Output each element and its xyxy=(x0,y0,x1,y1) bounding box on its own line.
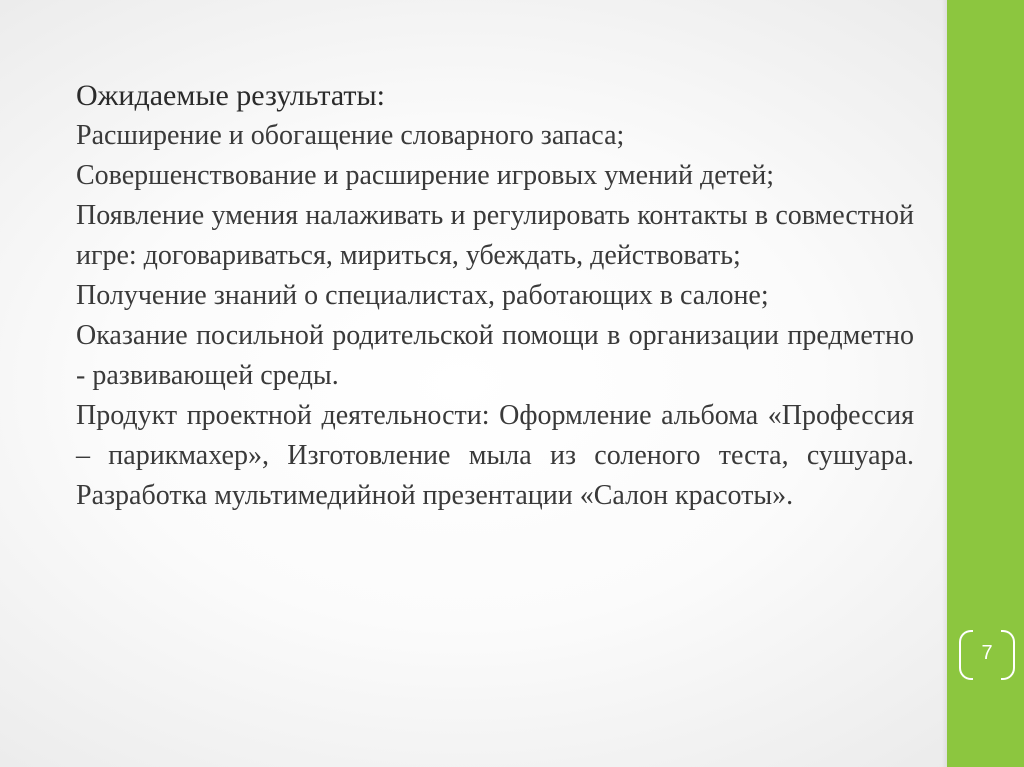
right-brace-icon xyxy=(1001,630,1015,680)
result-item-contacts: Появление умения налаживать и регулировать контакты в совместной игре: договариваться, мириться, убеждать, действовать; xyxy=(76,200,914,271)
page-number: 7 xyxy=(981,642,993,664)
slide-title: Ожидаемые результаты: xyxy=(76,79,386,112)
result-item-vocabulary: Расширение и обогащение словарного запаса; xyxy=(76,120,625,151)
slide-content xyxy=(76,76,914,516)
result-item-specialists: Получение знаний о специалистах, работающих в салоне; xyxy=(76,280,769,311)
page-number-badge xyxy=(957,630,1017,680)
result-item-play-skills: Совершенствование и расширение игровых умений детей; xyxy=(76,160,775,191)
result-item-parent-help: Оказание посильной родительской помощи в организации предметно - развивающей среды. xyxy=(76,320,914,391)
result-item-project-product: Продукт проектной деятельности: Оформление альбома «Профессия – парикмахер», Изготовление мыла из соленого теста, сушуара. Разработка мультимедийной презентации «Салон красоты». xyxy=(76,400,914,511)
